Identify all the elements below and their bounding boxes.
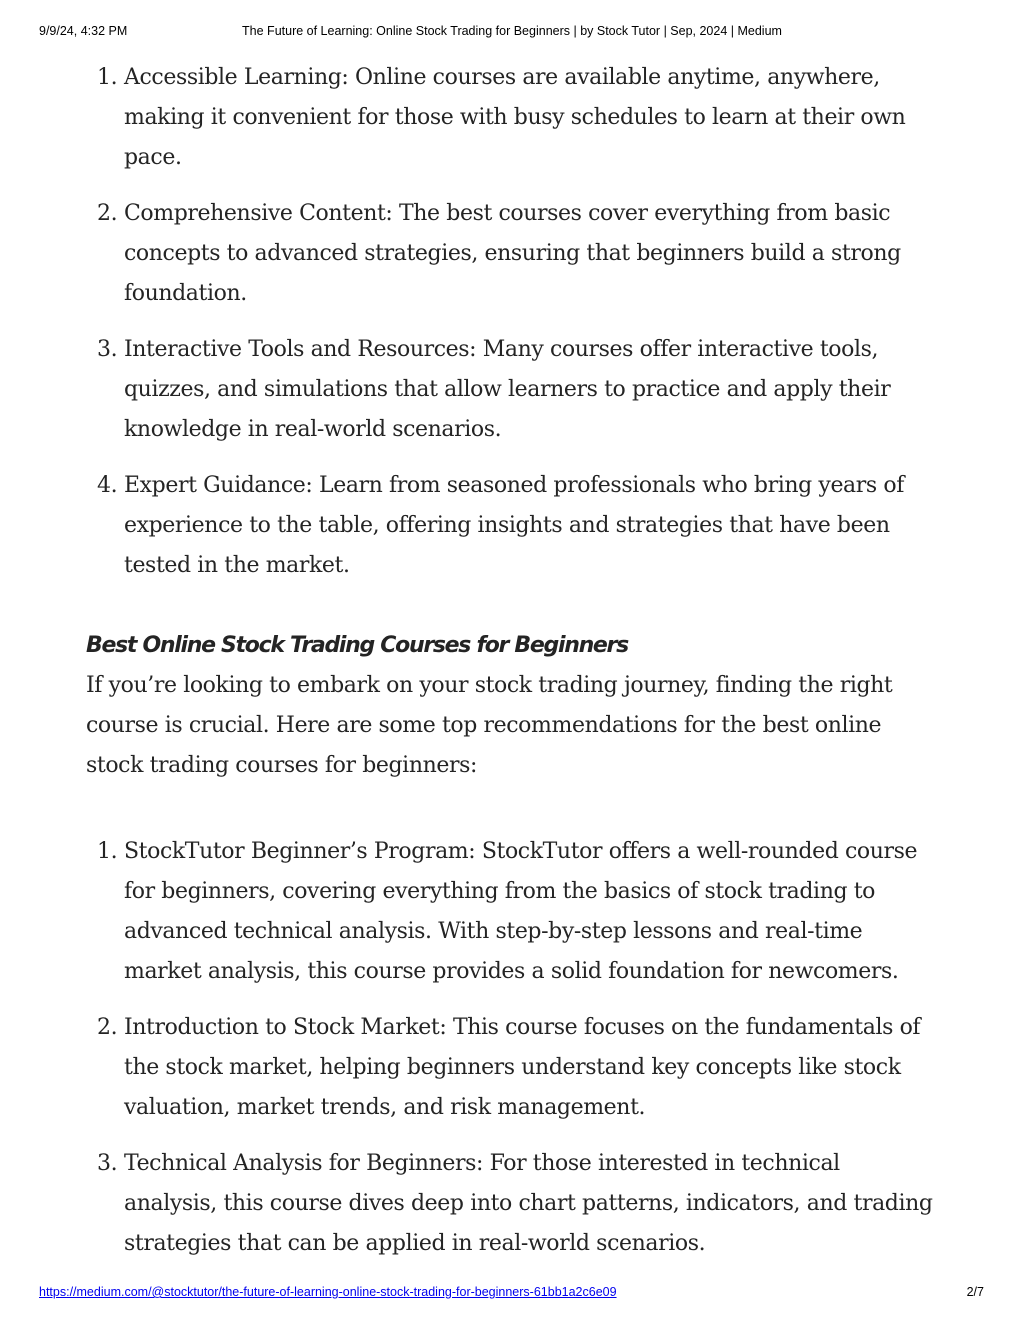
- list-item-number: 2.: [97, 1015, 118, 1040]
- list-item: [97, 1008, 936, 1128]
- section-intro-paragraph: If you’re looking to embark on your stock trading journey, finding the right course is crucial. Here are some top recommendations for the best online stock trading courses for beginners:: [86, 673, 893, 778]
- list-item-number: 1.: [97, 839, 118, 864]
- courses-list: [86, 832, 936, 1264]
- list-item-number: 2.: [97, 201, 118, 226]
- article-body: [86, 58, 936, 1280]
- list-item-number: 3.: [97, 1151, 118, 1176]
- list-item-text: Comprehensive Content: The best courses cover everything from basic concepts to advanced strategies, ensuring that beginners build a strong foundation.: [124, 201, 901, 306]
- list-item-text: Expert Guidance: Learn from seasoned professionals who bring years of experience to the table, offering insights and strategies that have been tested in the market.: [124, 473, 904, 578]
- page-number: 2/7: [966, 1285, 984, 1299]
- list-item-number: 1.: [97, 65, 118, 90]
- article-url-link[interactable]: https://medium.com/@stocktutor/the-future-of-learning-online-stock-trading-for-beginners-61bb1a2c6e09: [39, 1285, 617, 1299]
- list-item: [97, 194, 936, 314]
- list-item-text: Interactive Tools and Resources: Many courses offer interactive tools, quizzes, and simulations that allow learners to practice and apply their knowledge in real-world scenarios.: [124, 337, 891, 442]
- section-heading: Best Online Stock Trading Courses for Beginners: [86, 633, 628, 658]
- list-item-number: 4.: [97, 473, 118, 498]
- print-datetime: 9/9/24, 4:32 PM: [39, 24, 128, 38]
- list-item: [97, 330, 936, 450]
- print-page-title: The Future of Learning: Online Stock Trading for Beginners | by Stock Tutor | Sep, 2024 | Medium: [242, 24, 782, 38]
- list-item-text: Introduction to Stock Market: This course focuses on the fundamentals of the stock market, helping beginners understand key concepts like stock valuation, market trends, and risk management.: [124, 1015, 921, 1120]
- list-item: [97, 832, 936, 992]
- list-item: [97, 1144, 936, 1264]
- print-footer: [0, 1285, 1024, 1303]
- benefits-list: [86, 58, 936, 586]
- list-item-text: Technical Analysis for Beginners: For those interested in technical analysis, this course dives deep into chart patterns, indicators, and trading strategies that can be applied in real-world scenarios.: [124, 1151, 933, 1256]
- list-item-text: StockTutor Beginner’s Program: StockTutor offers a well-rounded course for beginners, covering everything from the basics of stock trading to advanced technical analysis. With step-by-step lessons and real-time market analysis, this course provides a solid foundation for newcomers.: [124, 839, 918, 984]
- list-item: [97, 58, 936, 178]
- print-header: [0, 24, 1024, 42]
- list-item: [97, 466, 936, 586]
- list-item-text: Accessible Learning: Online courses are available anytime, anywhere, making it convenient for those with busy schedules to learn at their own pace.: [124, 65, 906, 170]
- list-item-number: 3.: [97, 337, 118, 362]
